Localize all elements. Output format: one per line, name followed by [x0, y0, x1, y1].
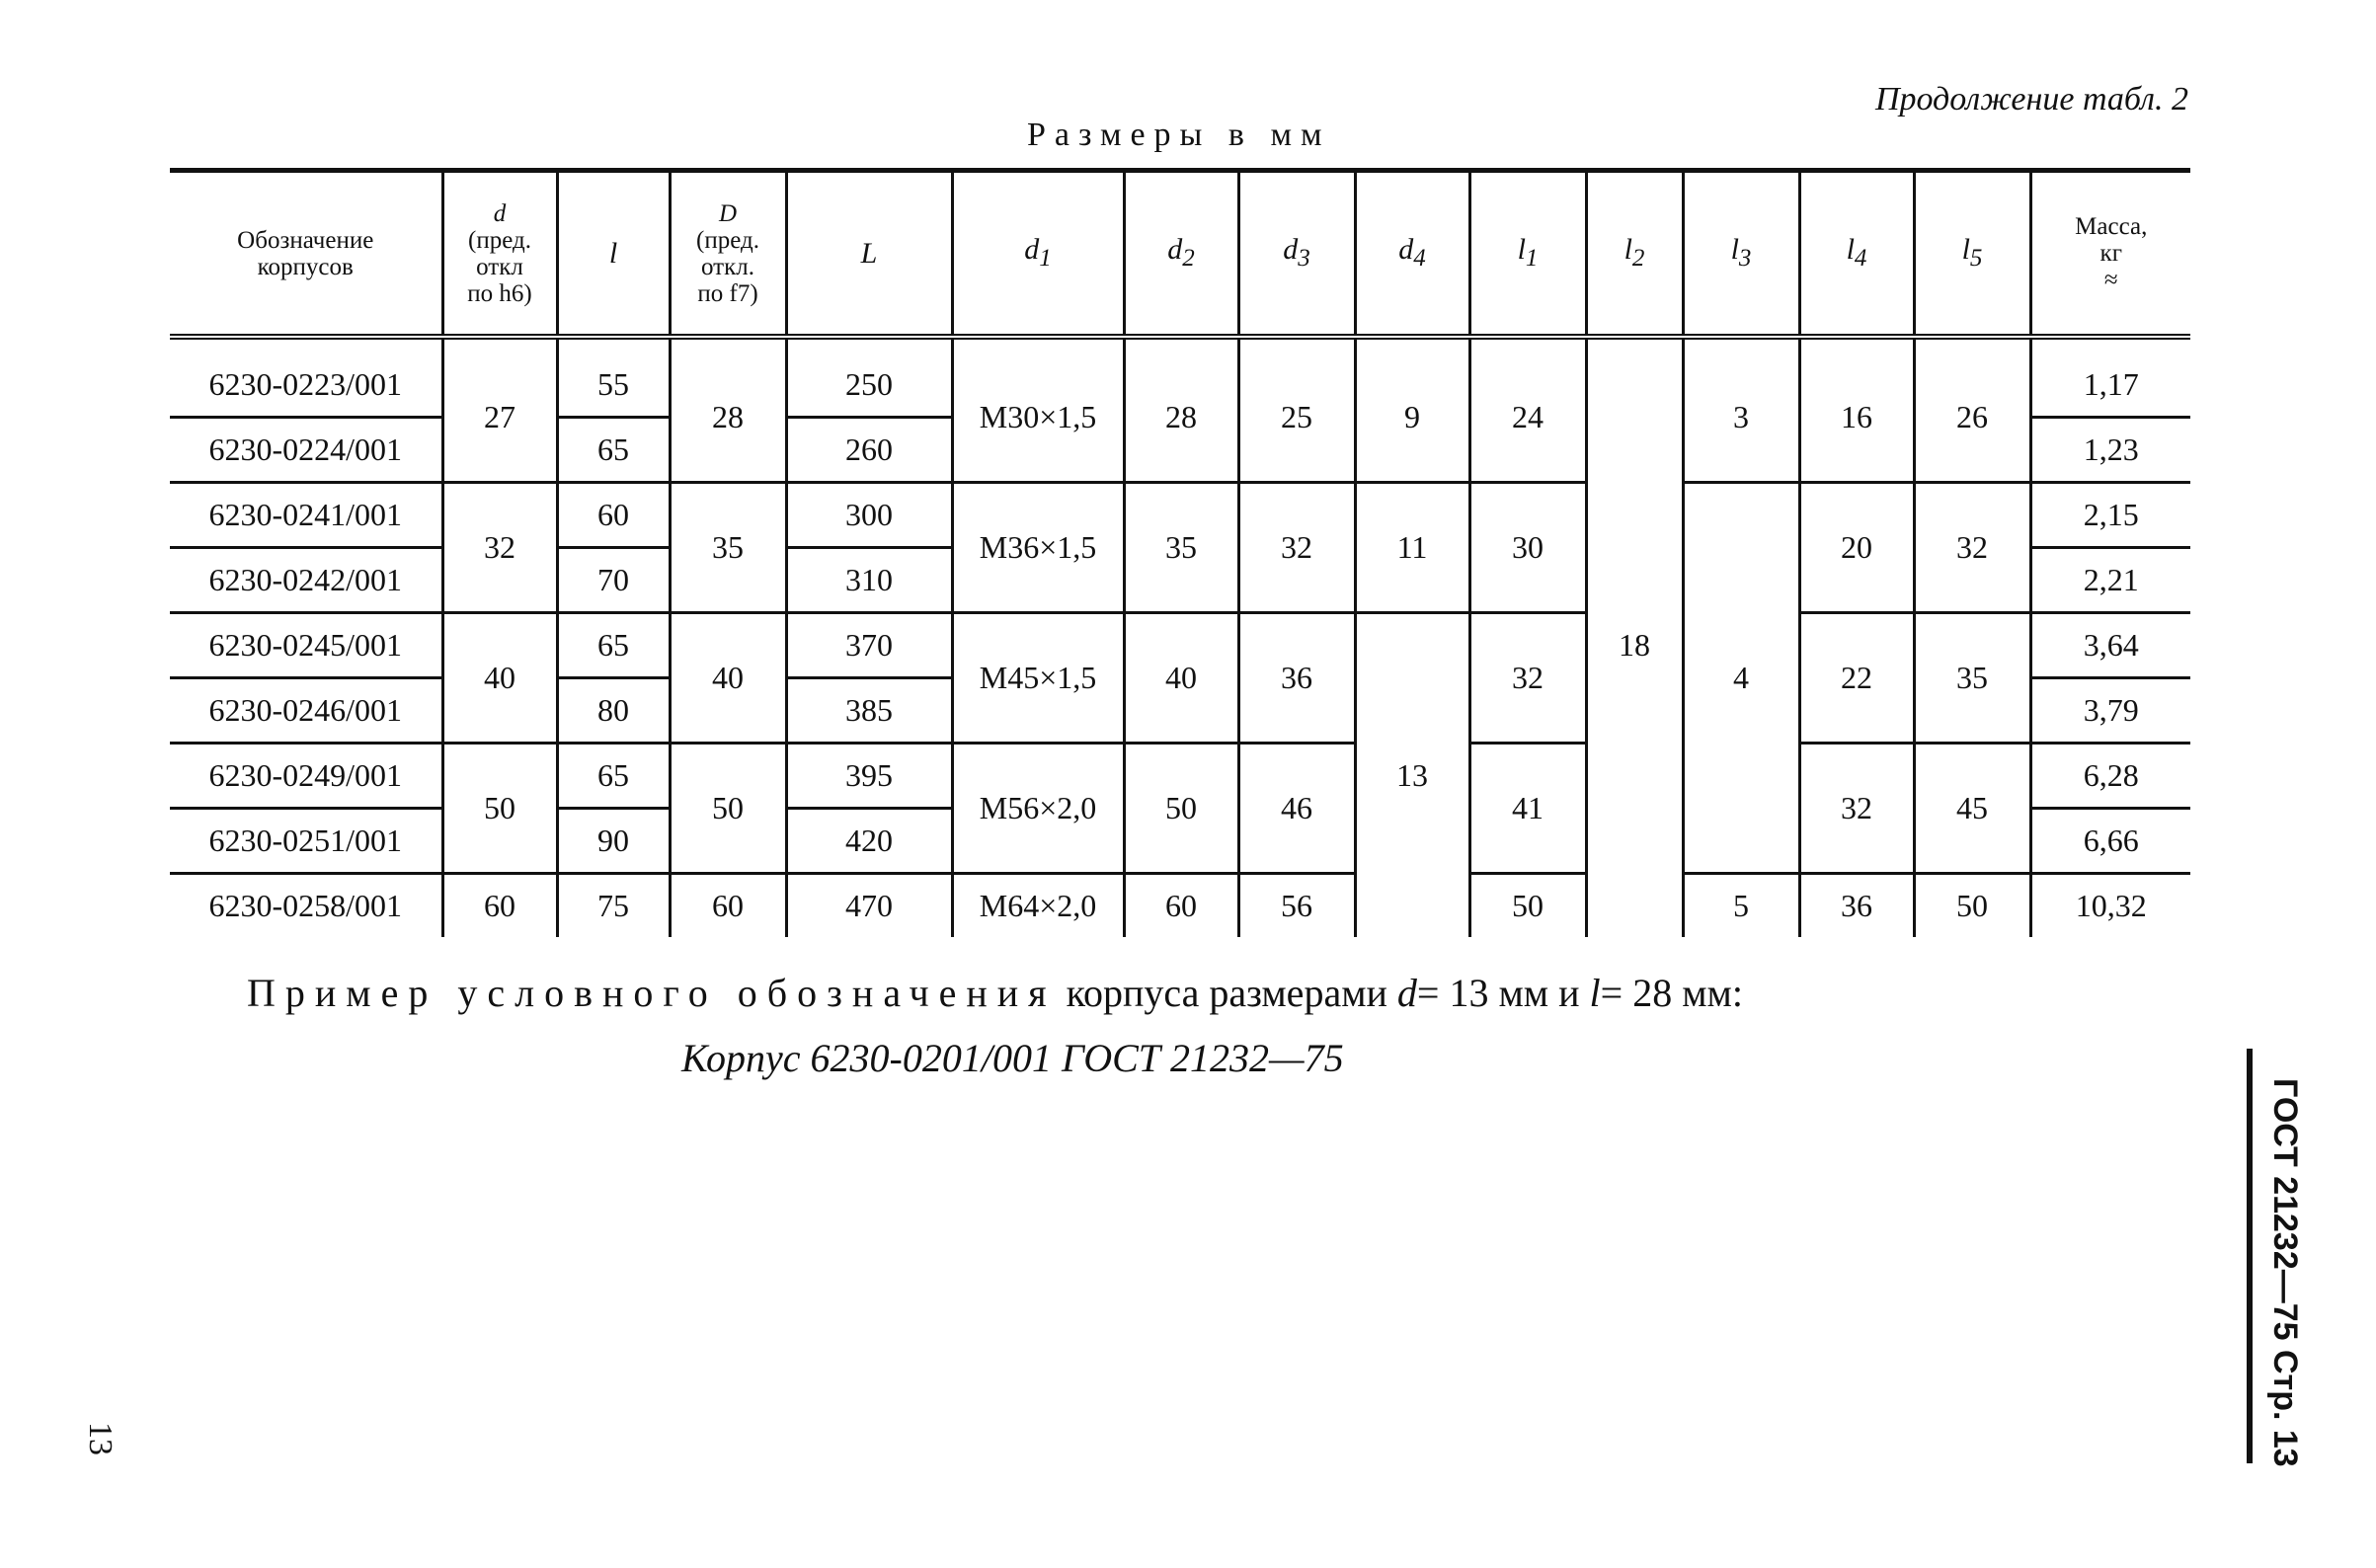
- cell-d1: M64×2,0: [952, 874, 1124, 938]
- cell-d2: 40: [1124, 613, 1238, 744]
- cell-l1: 50: [1469, 874, 1586, 938]
- header-d: d (пред. откл по h6): [442, 171, 557, 338]
- cell-mass: 10,32: [2030, 874, 2190, 938]
- cell-L: 385: [786, 678, 952, 744]
- cell-l5: 50: [1914, 874, 2030, 938]
- cell-d2: 35: [1124, 483, 1238, 613]
- cell-mass: 6,66: [2030, 809, 2190, 874]
- dimensions-table: [170, 168, 2190, 937]
- cell-d: 60: [442, 874, 557, 938]
- cell-l1: 41: [1469, 744, 1586, 874]
- cell-l: 75: [557, 874, 670, 938]
- cell-d3: 56: [1238, 874, 1355, 938]
- cell-l2: 18: [1586, 353, 1683, 937]
- cell-designation: 6230-0242/001: [170, 548, 442, 613]
- example-d-symbol: d: [1396, 971, 1417, 1015]
- cell-d3: 46: [1238, 744, 1355, 874]
- header-l5: $l_5$: [1914, 171, 2030, 338]
- cell-l5: 35: [1914, 613, 2030, 744]
- cell-d4: 13: [1355, 613, 1469, 938]
- cell-designation: 6230-0258/001: [208, 888, 403, 923]
- cell-mass: 6,28: [2030, 744, 2190, 809]
- cell-l1: 24: [1469, 353, 1586, 483]
- cell-l3: 5: [1683, 874, 1799, 938]
- example-lead: Пример условного обозначения: [247, 971, 1057, 1015]
- cell-l4: 36: [1799, 874, 1914, 938]
- cell-d: 40: [442, 613, 557, 744]
- cell-l: 65: [557, 418, 670, 483]
- cell-l1: 32: [1469, 613, 1586, 744]
- cell-d2: 50: [1124, 744, 1238, 874]
- table-row: [170, 613, 2190, 678]
- cell-mass: 1,17: [2030, 353, 2190, 418]
- cell-l: 70: [557, 548, 670, 613]
- cell-d2: 60: [1124, 874, 1238, 938]
- cell-l: 65: [557, 613, 670, 678]
- table-row: [170, 874, 2190, 938]
- cell-L: 370: [786, 613, 952, 678]
- cell-d1: M45×1,5: [952, 613, 1124, 744]
- table-header-row: [170, 171, 2190, 338]
- cell-d1: M36×1,5: [952, 483, 1124, 613]
- cell-designation: 6230-0224/001: [170, 418, 442, 483]
- cell-d3: 25: [1238, 353, 1355, 483]
- cell-D: 60: [670, 874, 786, 938]
- cell-designation: 6230-0241/001: [170, 483, 442, 548]
- side-standard-label: ГОСТ 21232—75 Стр. 13: [2266, 1078, 2304, 1467]
- cell-mass: 1,23: [2030, 418, 2190, 483]
- cell-l: 80: [557, 678, 670, 744]
- cell-l4: 20: [1799, 483, 1914, 613]
- cell-l: 55: [557, 353, 670, 418]
- cell-l: 90: [557, 809, 670, 874]
- designation-example-line: [247, 970, 1743, 1016]
- table-row: [170, 744, 2190, 809]
- header-l: l: [557, 171, 670, 338]
- cell-l1: 30: [1469, 483, 1586, 613]
- header-designation: Обозначение корпусов: [170, 171, 442, 338]
- cell-l3: 4: [1683, 483, 1799, 874]
- cell-designation: 6230-0246/001: [170, 678, 442, 744]
- cell-d4: 9: [1355, 353, 1469, 483]
- cell-D: 50: [670, 744, 786, 874]
- header-d2: $d_2$: [1124, 171, 1238, 338]
- cell-designation: 6230-0245/001: [170, 613, 442, 678]
- cell-L: 310: [786, 548, 952, 613]
- header-d3: $d_3$: [1238, 171, 1355, 338]
- cell-L: 300: [786, 483, 952, 548]
- cell-d1: M30×1,5: [952, 353, 1124, 483]
- side-header: [2247, 1049, 2316, 1467]
- cell-d3: 32: [1238, 483, 1355, 613]
- header-d4: $d_4$: [1355, 171, 1469, 338]
- units-caption: Размеры в мм: [1027, 117, 1331, 153]
- example-text: корпуса размерами: [1056, 971, 1397, 1015]
- cell-d1: M56×2,0: [952, 744, 1124, 874]
- cell-designation: 6230-0223/001: [170, 353, 442, 418]
- cell-L: 470: [786, 874, 952, 938]
- example-l-value: = 28 мм:: [1600, 971, 1743, 1015]
- header-L: L: [786, 171, 952, 338]
- header-mass: Масса, кг ≈: [2030, 171, 2190, 338]
- cell-mass: 2,15: [2030, 483, 2190, 548]
- cell-L: 260: [786, 418, 952, 483]
- cell-l4: 32: [1799, 744, 1914, 874]
- example-d-value: = 13 мм и: [1416, 971, 1590, 1015]
- cell-l3: 3: [1683, 353, 1799, 483]
- cell-l5: 26: [1914, 353, 2030, 483]
- cell-l5: 32: [1914, 483, 2030, 613]
- cell-L: 395: [786, 744, 952, 809]
- cell-l: 65: [557, 744, 670, 809]
- table-spacer-row: [170, 337, 2190, 353]
- cell-D: 28: [670, 353, 786, 483]
- cell-d: 50: [442, 744, 557, 874]
- cell-D: 40: [670, 613, 786, 744]
- table-continuation-note: Продолжение табл. 2: [1874, 81, 2188, 118]
- page-number: 13: [82, 1422, 119, 1455]
- example-l-symbol: l: [1589, 971, 1601, 1015]
- table-row: [170, 483, 2190, 548]
- cell-mass: 3,79: [2030, 678, 2190, 744]
- cell-L: 420: [786, 809, 952, 874]
- cell-d2: 28: [1124, 353, 1238, 483]
- cell-designation: 6230-0251/001: [170, 809, 442, 874]
- header-l1: $l_1$: [1469, 171, 1586, 338]
- cell-mass: 2,21: [2030, 548, 2190, 613]
- cell-d: 27: [442, 353, 557, 483]
- cell-d: 32: [442, 483, 557, 613]
- header-d1: $d_1$: [952, 171, 1124, 338]
- cell-D: 35: [670, 483, 786, 613]
- table-row: [170, 353, 2190, 418]
- cell-l4: 16: [1799, 353, 1914, 483]
- side-rule: [2247, 1049, 2253, 1463]
- header-l4: $l_4$: [1799, 171, 1914, 338]
- cell-d4: 11: [1355, 483, 1469, 613]
- cell-l: 60: [557, 483, 670, 548]
- cell-d3: 36: [1238, 613, 1355, 744]
- cell-l5: 45: [1914, 744, 2030, 874]
- cell-designation: 6230-0249/001: [170, 744, 442, 809]
- example-designation: Корпус 6230-0201/001 ГОСТ 21232—75: [681, 1036, 1344, 1080]
- header-l2: $l_2$: [1586, 171, 1683, 338]
- cell-L: 250: [786, 353, 952, 418]
- cell-mass: 3,64: [2030, 613, 2190, 678]
- cell-l4: 22: [1799, 613, 1914, 744]
- header-D: D (пред. откл. по f7): [670, 171, 786, 338]
- header-l3: $l_3$: [1683, 171, 1799, 338]
